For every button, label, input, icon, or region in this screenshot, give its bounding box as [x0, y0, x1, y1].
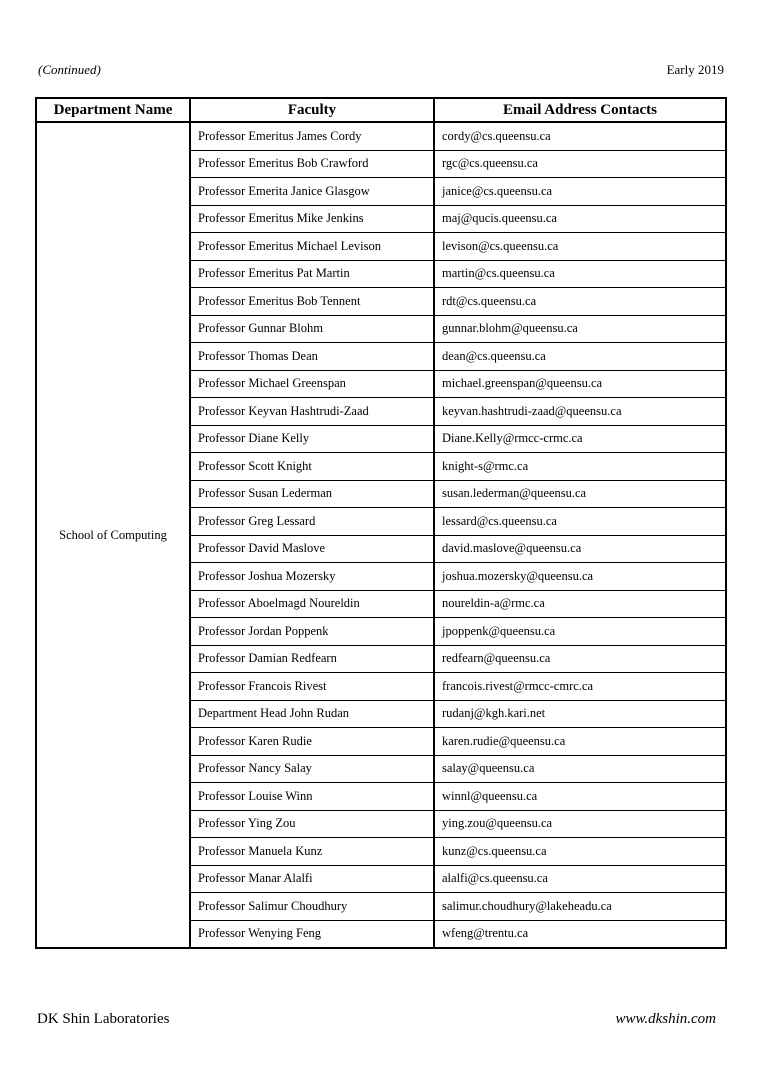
faculty-cell: Professor Susan Lederman: [190, 480, 434, 508]
faculty-cell: Professor Greg Lessard: [190, 508, 434, 536]
email-cell: wfeng@trentu.ca: [434, 920, 726, 948]
email-cell: francois.rivest@rmcc-cmrc.ca: [434, 673, 726, 701]
faculty-cell: Professor Nancy Salay: [190, 755, 434, 783]
faculty-cell: Professor Scott Knight: [190, 453, 434, 481]
faculty-cell: Professor Emeritus Bob Tennent: [190, 288, 434, 316]
email-cell: levison@cs.queensu.ca: [434, 233, 726, 261]
header-faculty: Faculty: [190, 98, 434, 122]
email-cell: rdt@cs.queensu.ca: [434, 288, 726, 316]
faculty-cell: Professor Karen Rudie: [190, 728, 434, 756]
email-cell: maj@qucis.queensu.ca: [434, 205, 726, 233]
email-cell: joshua.mozersky@queensu.ca: [434, 563, 726, 591]
faculty-cell: Professor Emerita Janice Glasgow: [190, 178, 434, 206]
email-cell: lessard@cs.queensu.ca: [434, 508, 726, 536]
faculty-cell: Professor David Maslove: [190, 535, 434, 563]
email-cell: redfearn@queensu.ca: [434, 645, 726, 673]
faculty-cell: Professor Ying Zou: [190, 810, 434, 838]
email-cell: salimur.choudhury@lakeheadu.ca: [434, 893, 726, 921]
email-cell: ying.zou@queensu.ca: [434, 810, 726, 838]
faculty-cell: Department Head John Rudan: [190, 700, 434, 728]
header-email-contacts: Email Address Contacts: [434, 98, 726, 122]
table-header-row: [36, 98, 726, 122]
email-cell: rgc@cs.queensu.ca: [434, 150, 726, 178]
faculty-cell: Professor Gunnar Blohm: [190, 315, 434, 343]
email-cell: gunnar.blohm@queensu.ca: [434, 315, 726, 343]
continued-label: (Continued): [38, 62, 101, 77]
email-cell: dean@cs.queensu.ca: [434, 343, 726, 371]
footer-website: www.dkshin.com: [615, 1011, 716, 1027]
email-cell: salay@queensu.ca: [434, 755, 726, 783]
faculty-cell: Professor Emeritus Pat Martin: [190, 260, 434, 288]
email-cell: knight-s@rmc.ca: [434, 453, 726, 481]
department-name-cell: School of Computing: [36, 122, 190, 948]
faculty-cell: Professor Jordan Poppenk: [190, 618, 434, 646]
faculty-cell: Professor Wenying Feng: [190, 920, 434, 948]
footer-company: DK Shin Laboratories: [37, 1011, 170, 1027]
email-cell: kunz@cs.queensu.ca: [434, 838, 726, 866]
email-cell: jpoppenk@queensu.ca: [434, 618, 726, 646]
email-cell: janice@cs.queensu.ca: [434, 178, 726, 206]
email-cell: martin@cs.queensu.ca: [434, 260, 726, 288]
email-cell: cordy@cs.queensu.ca: [434, 122, 726, 150]
faculty-cell: Professor Francois Rivest: [190, 673, 434, 701]
date-label: Early 2019: [666, 62, 724, 77]
email-cell: noureldin-a@rmc.ca: [434, 590, 726, 618]
email-cell: karen.rudie@queensu.ca: [434, 728, 726, 756]
faculty-cell: Professor Manar Alalfi: [190, 865, 434, 893]
email-cell: susan.lederman@queensu.ca: [434, 480, 726, 508]
table-row: [36, 122, 726, 150]
faculty-cell: Professor Emeritus James Cordy: [190, 122, 434, 150]
faculty-cell: Professor Emeritus Bob Crawford: [190, 150, 434, 178]
email-cell: david.maslove@queensu.ca: [434, 535, 726, 563]
faculty-cell: Professor Joshua Mozersky: [190, 563, 434, 591]
email-cell: keyvan.hashtrudi-zaad@queensu.ca: [434, 398, 726, 426]
email-cell: michael.greenspan@queensu.ca: [434, 370, 726, 398]
faculty-table-container: [35, 97, 727, 949]
faculty-cell: Professor Diane Kelly: [190, 425, 434, 453]
table-body: [36, 122, 726, 948]
faculty-cell: Professor Manuela Kunz: [190, 838, 434, 866]
faculty-cell: Professor Damian Redfearn: [190, 645, 434, 673]
faculty-cell: Professor Thomas Dean: [190, 343, 434, 371]
faculty-cell: Professor Keyvan Hashtrudi-Zaad: [190, 398, 434, 426]
faculty-cell: Professor Michael Greenspan: [190, 370, 434, 398]
email-cell: alalfi@cs.queensu.ca: [434, 865, 726, 893]
faculty-cell: Professor Aboelmagd Noureldin: [190, 590, 434, 618]
email-cell: Diane.Kelly@rmcc-crmc.ca: [434, 425, 726, 453]
faculty-cell: Professor Louise Winn: [190, 783, 434, 811]
faculty-cell: Professor Emeritus Michael Levison: [190, 233, 434, 261]
email-cell: rudanj@kgh.kari.net: [434, 700, 726, 728]
email-cell: winnl@queensu.ca: [434, 783, 726, 811]
faculty-cell: Professor Salimur Choudhury: [190, 893, 434, 921]
faculty-table: [35, 97, 727, 949]
faculty-cell: Professor Emeritus Mike Jenkins: [190, 205, 434, 233]
header-department-name: Department Name: [36, 98, 190, 122]
